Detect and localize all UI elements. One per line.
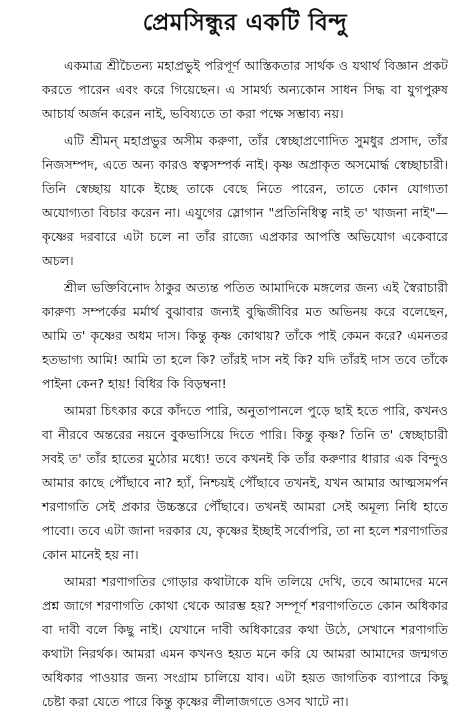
paragraph-1: একমাত্র শ্রীচৈতন্য মহাপ্রভুই পরিপূর্ণ আস্তিকতার সার্থক ও যথার্থ বিজ্ঞান প্রকট করতে পারেন এবং করে গিয়েছেন। এ সামর্থ্য অন্যকোন সাধন সিদ্ধ বা যুগপুরুষ আচার্য অর্জন করেন নাই, ভবিষ্যতে তা করা পক্ষে সম্ভাব্য নয়। bbox=[42, 58, 448, 121]
paragraph-5: আমরা শরণাগতির গোড়ার কথাটাকে যদি তলিয়ে দেখি, তবে আমাদের মনে প্রশ্ন জাগে শরণাগতি কোথা থেকে আরম্ভ হয়? সম্পূর্ণ শরণাগতিতে কোন অধিকার বা দাবী বলে কিছু নাই। যেখানে দাবী অধিকারের কথা উঠে, সেখানে শরণাগতি কথাটা নিরর্থক। আমরা এমন কখনও হয়ত মনে করি যে আমরা আমাদের জন্মগত অধিকার পাওয়ার জন্য সংগ্রাম চালিয়ে যাব। এটা হয়ত জাগতিক ব্যাপারে কিছু চেষ্টা করা যেতে পারে কিন্তু কৃষ্ণের লীলাজগতে ওসব খাটে না। bbox=[42, 574, 448, 709]
paragraph-3: শ্রীল ভক্তিবিনোদ ঠাকুর অত্যন্ত পতিত আমাদিকে মঙ্গলের জন্য এই স্বৈরাচারী কারুণ্য সম্পর্কের মর্মার্থ বুঝাবার জন্যই বুদ্ধিজীবির মত অভিনয় করে বলেছেন, আমি ত' কৃষ্ণের অধম দাস। কিন্তু কৃষ্ণ কোথায়? তাঁকে পাই কেমন করে? এমনতর হতভাগ্য আমি! আমি তা হলে কি? তাঁরই দাস নই কি? যদি তাঁরই দাস তবে তাঁকে পাইনা কেন? হায়! বিধির কি বিড়ম্বনা! bbox=[42, 280, 448, 391]
paragraph-2: এটি শ্রীমন্ মহাপ্রভুর অসীম করুণা, তাঁর স্বেচ্ছাপ্রণোদিত সুমধুর প্রসাদ, তাঁর নিজসম্পদ, এতে অন্য কারও স্বত্বসম্পর্ক নাই। কৃষ্ণ অপ্রাকৃত অসমোর্দ্ধ স্বেচ্ছাচারী। তিনি স্বেচ্ছায় যাকে ইচ্ছে তাকে বেছে নিতে পারেন, তাতে কোন যোগ্যতা অযোগ্যতা বিচার করেন না। এযুগের স্লোগান "প্রতিনিধিত্ব নাই ত' খাজনা নাই"— কৃষ্ণের দরবারে এটা চলে না তাঁর রাজ্যে এপ্রকার আপত্তি অভিযোগ একেবারে অচল। bbox=[42, 133, 448, 268]
paragraph-4: আমরা চিৎকার করে কাঁদতে পারি, অনুতাপানলে পুড়ে ছাই হতে পারি, কখনও বা নীরবে অন্তরের নয়নে বুকভাসিয়ে দিতে পারি। কিন্তু কৃষ্ণ? তিনি ত' স্বেচ্ছাচারী সবই ত' তাঁর হাতের মুঠোর মধ্যে! তবে কখনই কি তাঁর করুণার ধারার এক বিন্দুও আমার কাছে পৌঁছাবে না? হ্যাঁ, নিশ্চয়ই পৌঁছাবে তখনই, যখন আমার আত্মসমর্পন শরণাগতি সেই প্রকার উচ্চস্তরে পৌঁছাবে। তখনই আমরা সেই অমূল্য নিধি হাতে পাবো। তবে এটা জানা দরকার যে, কৃষ্ণের ইচ্ছাই সর্বোপরি, তা না হলে শরণাগতির কোন মানেই হয় না। bbox=[42, 403, 448, 562]
page-title: প্রেমসিন্ধুর একটি বিন্দু bbox=[142, 10, 348, 36]
document-page bbox=[42, 8, 448, 717]
